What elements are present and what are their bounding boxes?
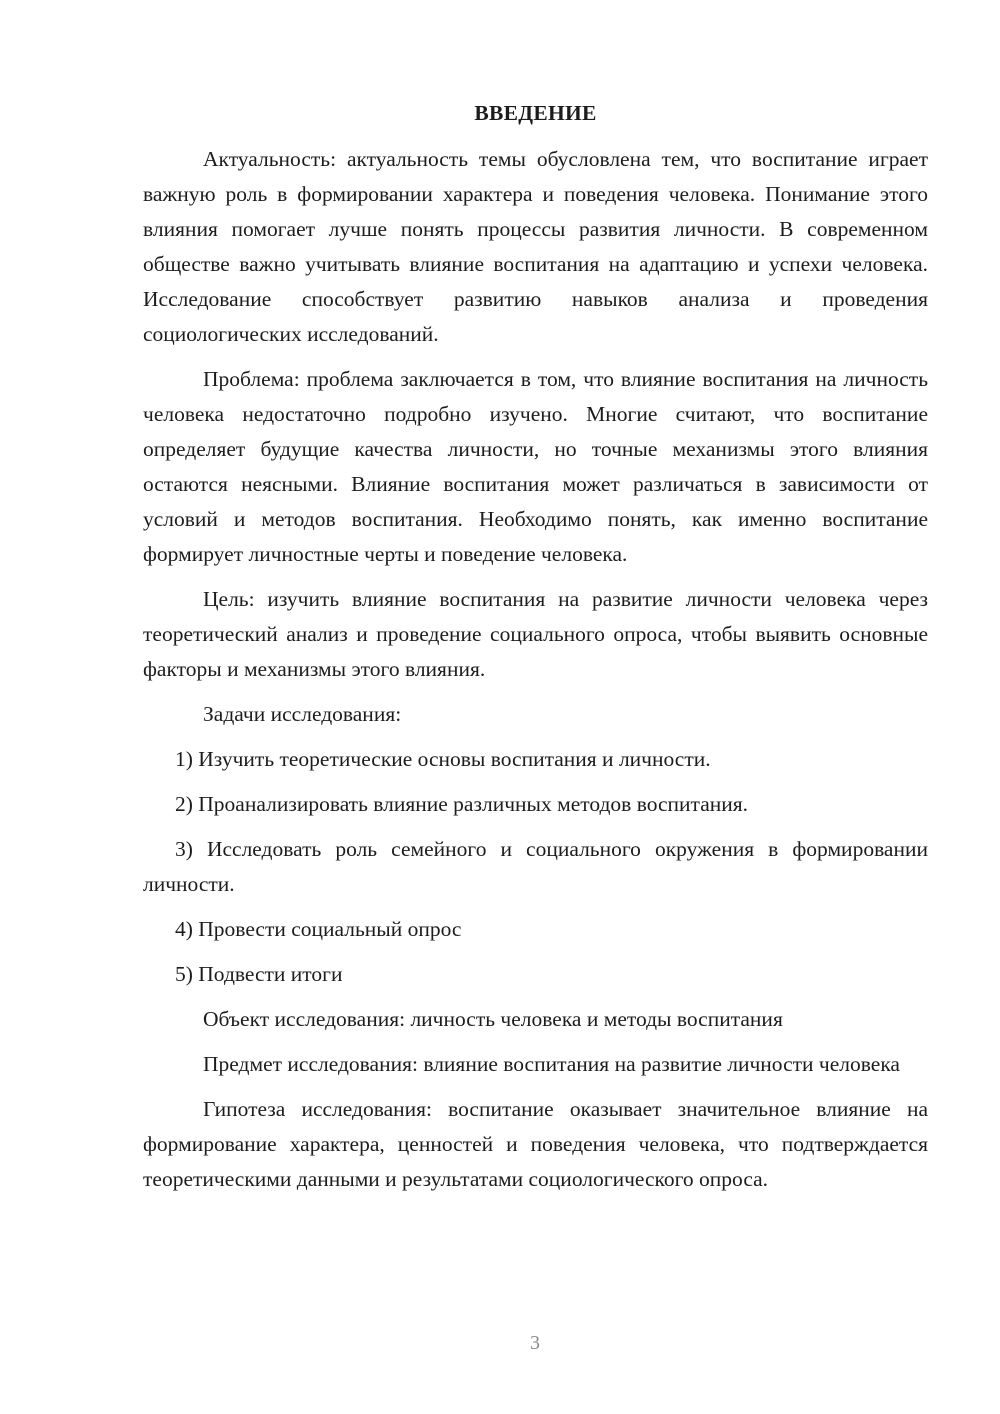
task-item-3: 3) Исследовать роль семейного и социального окружения в формировании личности. bbox=[143, 837, 928, 896]
page-content bbox=[143, 96, 928, 1207]
hypothesis-paragraph: Гипотеза исследования: воспитание оказывает значительное влияние на формирование характера, ценностей и поведения человека, что подтверждается теоретическими данными и результатами социологического опроса. bbox=[143, 1097, 928, 1191]
subject-paragraph: Предмет исследования: влияние воспитания на развитие личности человека bbox=[203, 1052, 900, 1076]
tasks-heading: Задачи исследования: bbox=[203, 702, 402, 726]
object-paragraph: Объект исследования: личность человека и методы воспитания bbox=[203, 1007, 783, 1031]
task-item-2: 2) Проанализировать влияние различных методов воспитания. bbox=[175, 792, 749, 816]
task-item-5: 5) Подвести итоги bbox=[175, 962, 343, 986]
page-number: 3 bbox=[530, 1332, 540, 1354]
task-item-1: 1) Изучить теоретические основы воспитания и личности. bbox=[175, 747, 711, 771]
relevance-paragraph: Актуальность: актуальность темы обусловлена тем, что воспитание играет важную роль в формировании характера и поведения человека. Понимание этого влияния помогает лучше понять процессы развития личности. В современном обществе важно учитывать влияние воспитания на адаптацию и успехи человека. Исследование способствует развитию навыков анализа и проведения социологических исследований. bbox=[143, 147, 928, 346]
goal-paragraph: Цель: изучить влияние воспитания на развитие личности человека через теоретический анализ и проведение социального опроса, чтобы выявить основные факторы и механизмы этого влияния. bbox=[143, 587, 928, 681]
tasks-list bbox=[143, 742, 928, 992]
problem-paragraph: Проблема: проблема заключается в том, что влияние воспитания на личность человека недостаточно подробно изучено. Многие считают, что воспитание определяет будущие качества личности, но точные механизмы этого влияния остаются неясными. Влияние воспитания может различаться в зависимости от условий и методов воспитания. Необходимо понять, как именно воспитание формирует личностные черты и поведение человека. bbox=[143, 367, 928, 566]
section-title: ВВЕДЕНИЕ bbox=[474, 101, 597, 125]
task-item-4: 4) Провести социальный опрос bbox=[175, 917, 462, 941]
